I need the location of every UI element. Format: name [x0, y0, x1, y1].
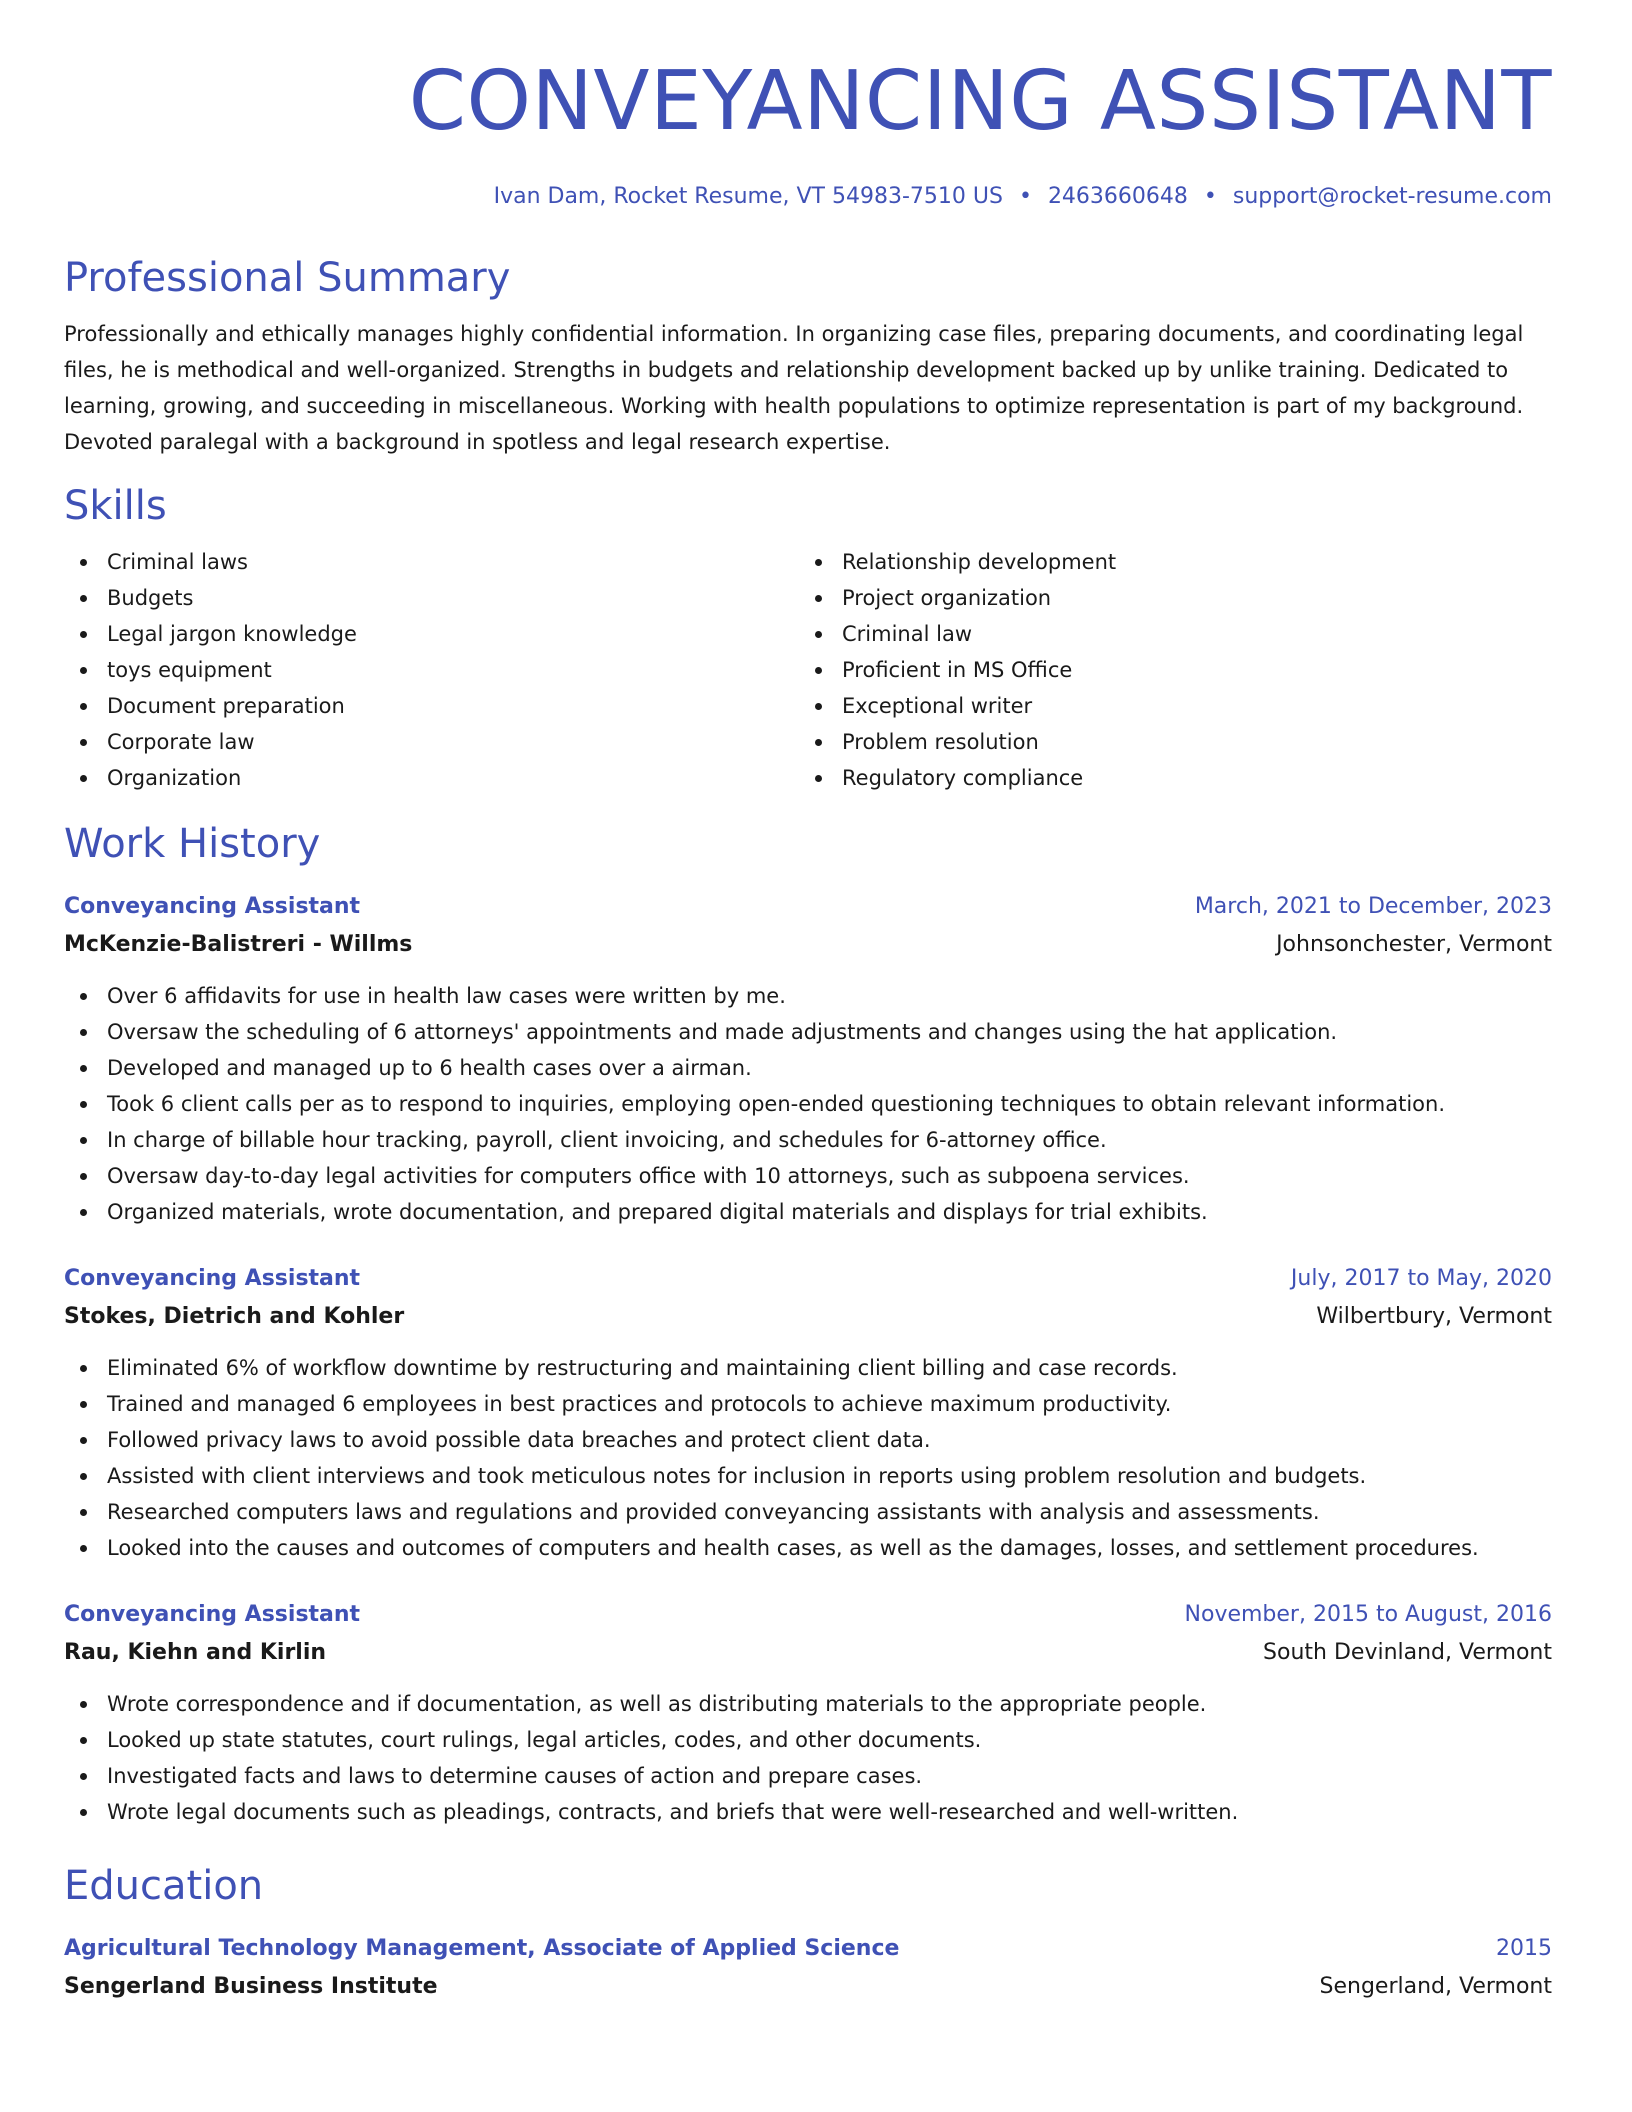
education-entry: [64, 1930, 1552, 2006]
job-title: Conveyancing Assistant: [64, 894, 361, 919]
job-bullet: Developed and managed up to 6 health cases over a airman.: [64, 1050, 1552, 1086]
job-location: South Devinland, Vermont: [1263, 1640, 1552, 1665]
skill-item: Budgets: [64, 580, 799, 616]
education-header: [64, 1930, 1552, 1968]
job-bullet: Trained and managed 6 employees in best practices and protocols to achieve maximum productivity.: [64, 1386, 1552, 1422]
job-company: Rau, Kiehn and Kirlin: [64, 1640, 327, 1665]
skills-heading: Skills: [64, 483, 167, 529]
education-year: 2015: [1496, 1936, 1552, 1961]
job-header: [64, 1596, 1552, 1634]
job-bullet: Researched computers laws and regulations and provided conveyancing assistants with analysis and assessments.: [64, 1494, 1552, 1530]
work-history-heading: Work History: [64, 821, 321, 867]
summary-heading: Professional Summary: [64, 255, 511, 301]
job-title: Conveyancing Assistant: [64, 1266, 361, 1291]
job-bullet: Eliminated 6% of workflow downtime by restructuring and maintaining client billing and case records.: [64, 1350, 1552, 1386]
job-bullet: Assisted with client interviews and took meticulous notes for inclusion in reports using problem resolution and budgets.: [64, 1458, 1552, 1494]
contact-address: Ivan Dam, Rocket Resume, VT 54983-7510 US: [493, 184, 1003, 209]
job-bullet: In charge of billable hour tracking, payroll, client invoicing, and schedules for 6-attorney office.: [64, 1122, 1552, 1158]
job-bullet: Wrote legal documents such as pleadings, contracts, and briefs that were well-researched and well-written.: [64, 1794, 1552, 1830]
education-subheader: [64, 1968, 1552, 2006]
skill-item: Project organization: [799, 580, 1534, 616]
summary-text: Professionally and ethically manages highly confidential information. In organizing case files, preparing documents, and coordinating legal files, he is methodical and well-organized. Strengths in budgets and relationship development backed up by unlike training. Dedicated to learning, growing, and succeeding in miscellaneous. Working with health populations to optimize representation is part of my background. Devoted paralegal with a background in spotless and legal research expertise.: [64, 322, 1524, 454]
job-company: McKenzie-Balistreri - Willms: [64, 932, 413, 957]
skill-item: Regulatory compliance: [799, 760, 1534, 796]
skill-item: Criminal laws: [64, 544, 799, 580]
job-dates: November, 2015 to August, 2016: [1184, 1602, 1552, 1627]
skill-item: Problem resolution: [799, 724, 1534, 760]
job-bullet: Looked into the causes and outcomes of computers and health cases, as well as the damages, losses, and settlement procedures.: [64, 1530, 1552, 1566]
job-bullet: Took 6 client calls per as to respond to inquiries, employing open-ended questioning techniques to obtain relevant information.: [64, 1086, 1552, 1122]
skills-right-column: [799, 544, 1534, 796]
education-school: Sengerland Business Institute: [64, 1974, 438, 1999]
job-entry: [64, 888, 1552, 1230]
job-header: [64, 888, 1552, 926]
job-header: [64, 1260, 1552, 1298]
job-subheader: [64, 1298, 1552, 1336]
education-heading: Education: [64, 1863, 264, 1909]
job-bullets: [64, 1686, 1552, 1830]
job-bullets: [64, 978, 1552, 1230]
contact-separator: •: [1018, 184, 1032, 209]
skill-item: Proficient in MS Office: [799, 652, 1534, 688]
resume-title: CONVEYANCING ASSISTANT: [408, 54, 1552, 149]
job-entry: [64, 1596, 1552, 1830]
contact-line: [64, 182, 1552, 212]
job-bullet: Over 6 affidavits for use in health law cases were written by me.: [64, 978, 1552, 1014]
job-bullet: Organized materials, wrote documentation, and prepared digital materials and displays for trial exhibits.: [64, 1194, 1552, 1230]
contact-email: support@rocket-resume.com: [1232, 184, 1552, 209]
resume-page: [64, 52, 1552, 2006]
skill-item: Document preparation: [64, 688, 799, 724]
job-bullet: Looked up state statutes, court rulings, legal articles, codes, and other documents.: [64, 1722, 1552, 1758]
job-bullet: Investigated facts and laws to determine causes of action and prepare cases.: [64, 1758, 1552, 1794]
job-bullet: Followed privacy laws to avoid possible data breaches and protect client data.: [64, 1422, 1552, 1458]
job-bullet: Wrote correspondence and if documentation, as well as distributing materials to the appropriate people.: [64, 1686, 1552, 1722]
skills-list: [64, 544, 1552, 796]
job-entry: [64, 1260, 1552, 1566]
skills-left-column: [64, 544, 799, 796]
education-location: Sengerland, Vermont: [1319, 1974, 1552, 1999]
job-subheader: [64, 926, 1552, 964]
skill-item: Criminal law: [799, 616, 1534, 652]
job-subheader: [64, 1634, 1552, 1672]
job-title: Conveyancing Assistant: [64, 1602, 361, 1627]
skill-item: Legal jargon knowledge: [64, 616, 799, 652]
skill-item: toys equipment: [64, 652, 799, 688]
contact-separator: •: [1203, 184, 1217, 209]
education-degree: Agricultural Technology Management, Associate of Applied Science: [64, 1936, 900, 1961]
job-location: Johnsonchester, Vermont: [1276, 932, 1552, 957]
skill-item: Relationship development: [799, 544, 1534, 580]
job-dates: March, 2021 to December, 2023: [1194, 894, 1552, 919]
job-dates: July, 2017 to May, 2020: [1290, 1266, 1552, 1291]
job-bullets: [64, 1350, 1552, 1566]
job-company: Stokes, Dietrich and Kohler: [64, 1304, 405, 1329]
job-location: Wilbertbury, Vermont: [1316, 1304, 1552, 1329]
skill-item: Organization: [64, 760, 799, 796]
job-bullet: Oversaw the scheduling of 6 attorneys' appointments and made adjustments and changes using the hat application.: [64, 1014, 1552, 1050]
skill-item: Exceptional writer: [799, 688, 1534, 724]
skill-item: Corporate law: [64, 724, 799, 760]
job-bullet: Oversaw day-to-day legal activities for computers office with 10 attorneys, such as subpoena services.: [64, 1158, 1552, 1194]
contact-phone: 2463660648: [1047, 184, 1188, 209]
